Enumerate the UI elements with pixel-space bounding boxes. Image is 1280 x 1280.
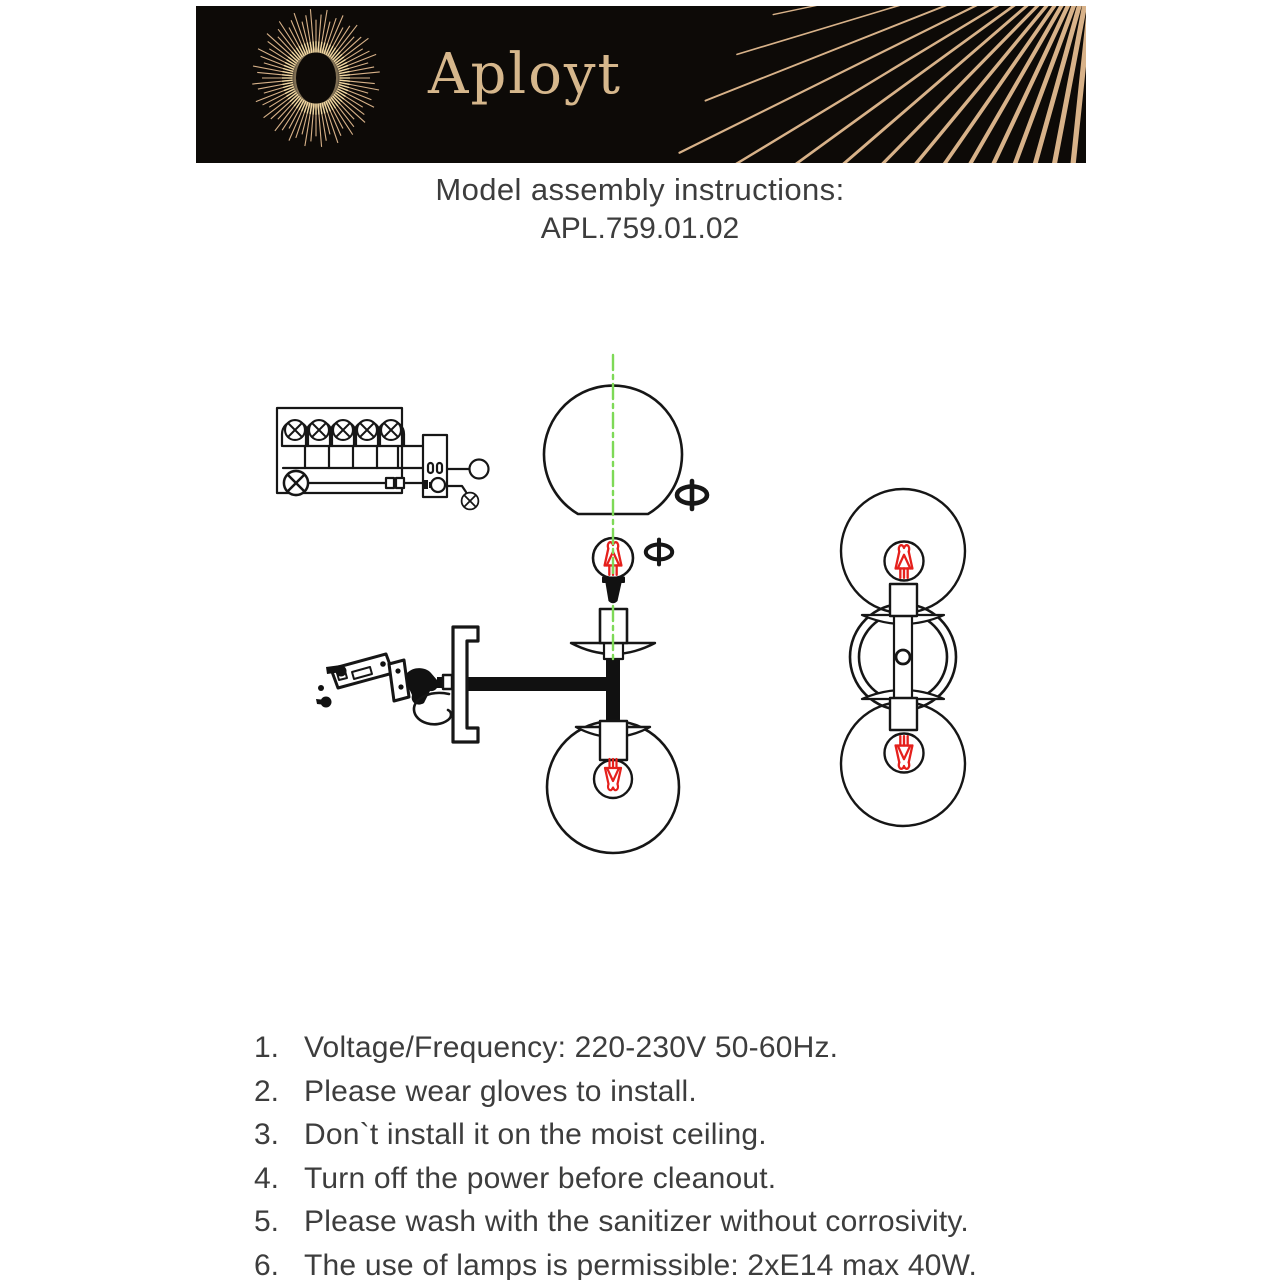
lamp-socket [890,698,917,730]
lamp-symbol-icon [285,420,305,440]
lamp-socket [600,721,627,760]
item-number: 3. [254,1118,280,1151]
lamp-symbol-icon [309,420,329,440]
wiring-schematic [277,408,489,509]
mount-arm [468,660,620,737]
lamp-symbol-icon [381,420,401,440]
title-block [0,172,1280,246]
item-number: 2. [254,1074,280,1108]
brand-banner [196,6,1086,163]
item-number: 5. [254,1205,280,1238]
corner-rays-icon [196,6,1086,163]
lamp-symbol-icon [333,420,353,440]
lamp-symbol-icon [284,471,308,495]
instruction-item [254,1244,1094,1280]
item-number: 4. [254,1161,280,1195]
clamp-hook [407,668,438,704]
lamp-symbol-icon [357,420,377,440]
page-title: Model assembly instructions: [435,172,845,207]
brand-logo-text: Aployt [428,42,623,107]
item-number: 1. [254,1031,280,1064]
item-number: 6. [254,1248,280,1280]
rotation-icon [677,481,707,509]
item-text: Voltage/Frequency: 220-230V 50-60Hz. [304,1031,839,1064]
mounting-plate [389,660,409,701]
item-text: The use of lamps is permissible: 2xE14 max 40W. [304,1248,978,1280]
item-text: Please wash with the sanitizer without corrosivity. [304,1205,969,1238]
instruction-item [254,1157,1094,1201]
lamp-socket [890,584,917,616]
instruction-item [254,1200,1094,1244]
instruction-item [254,1113,1094,1157]
wall-bracket-parts [316,627,478,742]
model-number: APL.759.01.02 [540,212,740,245]
wire-hook [414,693,451,724]
connector-ring [470,460,489,479]
instructions-list [254,1026,1094,1280]
item-text: Don`t install it on the moist ceiling. [304,1118,767,1151]
instruction-item [254,1026,1094,1070]
exploded-view [468,355,707,853]
assembled-side-view [841,489,965,826]
center-screw [896,650,910,664]
lamp-symbol-icon [462,493,479,510]
assembly-diagram [250,340,1040,900]
rotation-icon [646,540,672,565]
item-text: Turn off the power before cleanout. [304,1161,777,1195]
instruction-item [254,1070,1094,1114]
item-text: Please wear gloves to install. [304,1074,697,1108]
bulb-base [606,583,622,603]
